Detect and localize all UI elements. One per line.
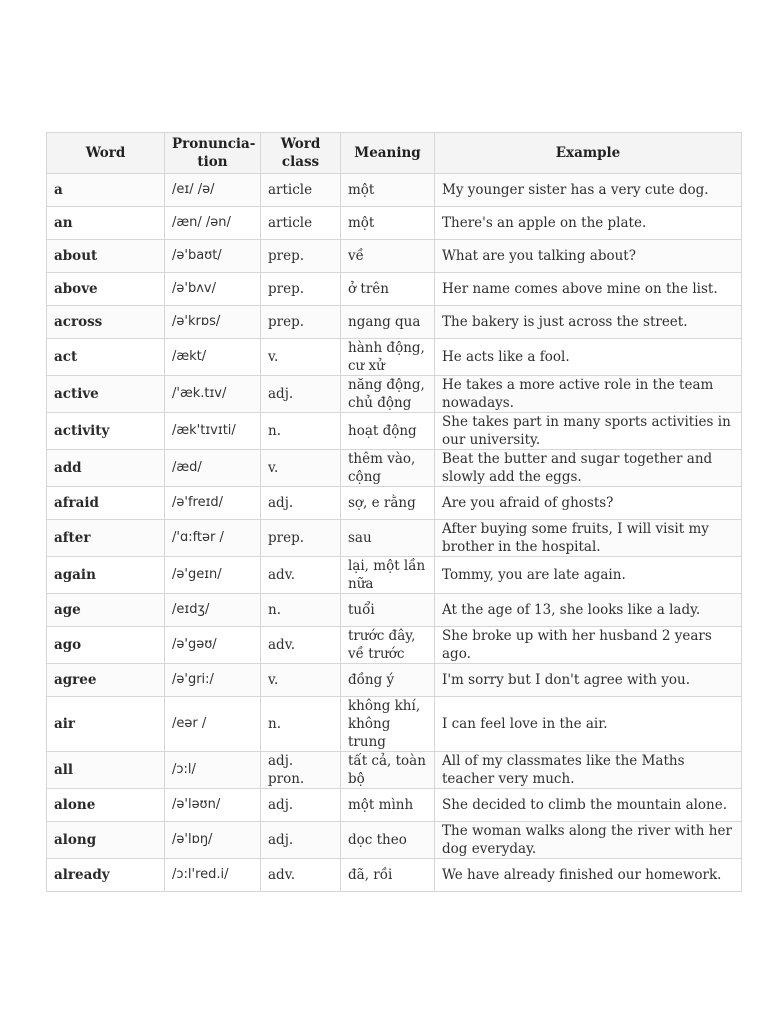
word-cell: add — [47, 450, 165, 487]
pronunciation-cell: /'ɑ:ftər / — [165, 520, 261, 557]
header-meaning: Meaning — [341, 133, 435, 174]
example-cell: She decided to climb the mountain alone. — [435, 789, 742, 822]
word-class-cell: adj. — [261, 376, 341, 413]
word-class-cell: adv. — [261, 557, 341, 594]
table-body — [47, 174, 742, 892]
example-cell: She broke up with her husband 2 years ago. — [435, 627, 742, 664]
table-row — [47, 789, 742, 822]
meaning-cell: dọc theo — [341, 822, 435, 859]
meaning-cell: một mình — [341, 789, 435, 822]
example-cell: She takes part in many sports activities in our university. — [435, 413, 742, 450]
meaning-cell: năng động, chủ động — [341, 376, 435, 413]
word-class-cell: adj. — [261, 789, 341, 822]
table-row — [47, 450, 742, 487]
word-cell: agree — [47, 664, 165, 697]
example-cell: He acts like a fool. — [435, 339, 742, 376]
word-class-cell: v. — [261, 339, 341, 376]
meaning-cell: lại, một lần nữa — [341, 557, 435, 594]
word-class-cell: adv. — [261, 859, 341, 892]
pronunciation-cell: /ə'lɒŋ/ — [165, 822, 261, 859]
table-row — [47, 339, 742, 376]
word-cell: alone — [47, 789, 165, 822]
word-class-cell: n. — [261, 697, 341, 752]
word-class-cell: v. — [261, 664, 341, 697]
word-class-cell: article — [261, 207, 341, 240]
example-cell: The woman walks along the river with her dog everyday. — [435, 822, 742, 859]
pronunciation-cell: /ə'freɪd/ — [165, 487, 261, 520]
word-class-cell: adj. pron. — [261, 752, 341, 789]
example-cell: Tommy, you are late again. — [435, 557, 742, 594]
table-row — [47, 207, 742, 240]
table-row — [47, 376, 742, 413]
meaning-cell: hành động, cư xử — [341, 339, 435, 376]
table-header-row — [47, 133, 742, 174]
word-cell: afraid — [47, 487, 165, 520]
meaning-cell: về — [341, 240, 435, 273]
meaning-cell: trước đây, về trước — [341, 627, 435, 664]
example-cell: I'm sorry but I don't agree with you. — [435, 664, 742, 697]
meaning-cell: hoạt động — [341, 413, 435, 450]
table-row — [47, 487, 742, 520]
table-row — [47, 822, 742, 859]
meaning-cell: một — [341, 207, 435, 240]
meaning-cell: sau — [341, 520, 435, 557]
example-cell: My younger sister has a very cute dog. — [435, 174, 742, 207]
word-class-cell: prep. — [261, 240, 341, 273]
header-word-class: Word class — [261, 133, 341, 174]
meaning-cell: không khí, không trung — [341, 697, 435, 752]
pronunciation-cell: /ɔ:l/ — [165, 752, 261, 789]
word-class-cell: v. — [261, 450, 341, 487]
pronunciation-cell: /eər / — [165, 697, 261, 752]
word-cell: above — [47, 273, 165, 306]
table-row — [47, 557, 742, 594]
pronunciation-cell: /eɪdʒ/ — [165, 594, 261, 627]
word-class-cell: n. — [261, 413, 341, 450]
table-row — [47, 627, 742, 664]
meaning-cell: ngang qua — [341, 306, 435, 339]
pronunciation-cell: /ə'geɪn/ — [165, 557, 261, 594]
pronunciation-cell: /'æk.tɪv/ — [165, 376, 261, 413]
table-row — [47, 240, 742, 273]
example-cell: All of my classmates like the Maths teacher very much. — [435, 752, 742, 789]
header-word: Word — [47, 133, 165, 174]
pronunciation-cell: /ə'krɒs/ — [165, 306, 261, 339]
table-row — [47, 697, 742, 752]
pronunciation-cell: /ɔ:l'red.i/ — [165, 859, 261, 892]
word-cell: ago — [47, 627, 165, 664]
pronunciation-cell: /æk'tɪvɪti/ — [165, 413, 261, 450]
example-cell: After buying some fruits, I will visit my brother in the hospital. — [435, 520, 742, 557]
word-class-cell: article — [261, 174, 341, 207]
word-class-cell: adj. — [261, 822, 341, 859]
meaning-cell: thêm vào, cộng — [341, 450, 435, 487]
table-row — [47, 174, 742, 207]
header-pronunciation: Pronuncia-tion — [165, 133, 261, 174]
word-cell: across — [47, 306, 165, 339]
example-cell: What are you talking about? — [435, 240, 742, 273]
example-cell: We have already finished our homework. — [435, 859, 742, 892]
table-row — [47, 859, 742, 892]
table-row — [47, 664, 742, 697]
meaning-cell: sợ, e rằng — [341, 487, 435, 520]
word-class-cell: n. — [261, 594, 341, 627]
word-class-cell: prep. — [261, 520, 341, 557]
meaning-cell: ở trên — [341, 273, 435, 306]
table-row — [47, 413, 742, 450]
word-cell: activity — [47, 413, 165, 450]
word-cell: again — [47, 557, 165, 594]
pronunciation-cell: /æn/ /ən/ — [165, 207, 261, 240]
example-cell: Beat the butter and sugar together and slowly add the eggs. — [435, 450, 742, 487]
pronunciation-cell: /æd/ — [165, 450, 261, 487]
word-cell: already — [47, 859, 165, 892]
example-cell: I can feel love in the air. — [435, 697, 742, 752]
pronunciation-cell: /ə'baʊt/ — [165, 240, 261, 273]
word-cell: an — [47, 207, 165, 240]
word-class-cell: prep. — [261, 306, 341, 339]
example-cell: There's an apple on the plate. — [435, 207, 742, 240]
meaning-cell: đồng ý — [341, 664, 435, 697]
vocabulary-table — [46, 132, 742, 892]
pronunciation-cell: /ə'gri:/ — [165, 664, 261, 697]
meaning-cell: đã, rồi — [341, 859, 435, 892]
header-example: Example — [435, 133, 742, 174]
table-row — [47, 306, 742, 339]
pronunciation-cell: /ə'bʌv/ — [165, 273, 261, 306]
example-cell: Are you afraid of ghosts? — [435, 487, 742, 520]
word-class-cell: adj. — [261, 487, 341, 520]
word-cell: age — [47, 594, 165, 627]
word-cell: about — [47, 240, 165, 273]
word-cell: air — [47, 697, 165, 752]
example-cell: Her name comes above mine on the list. — [435, 273, 742, 306]
word-cell: after — [47, 520, 165, 557]
table-row — [47, 520, 742, 557]
pronunciation-cell: /ə'ləʊn/ — [165, 789, 261, 822]
example-cell: At the age of 13, she looks like a lady. — [435, 594, 742, 627]
word-cell: active — [47, 376, 165, 413]
word-class-cell: adv. — [261, 627, 341, 664]
word-cell: a — [47, 174, 165, 207]
table-row — [47, 752, 742, 789]
word-cell: all — [47, 752, 165, 789]
table-row — [47, 594, 742, 627]
pronunciation-cell: /ə'gəʊ/ — [165, 627, 261, 664]
meaning-cell: một — [341, 174, 435, 207]
meaning-cell: tuổi — [341, 594, 435, 627]
example-cell: The bakery is just across the street. — [435, 306, 742, 339]
pronunciation-cell: /ækt/ — [165, 339, 261, 376]
example-cell: He takes a more active role in the team nowadays. — [435, 376, 742, 413]
word-class-cell: prep. — [261, 273, 341, 306]
word-cell: act — [47, 339, 165, 376]
meaning-cell: tất cả, toàn bộ — [341, 752, 435, 789]
table-row — [47, 273, 742, 306]
pronunciation-cell: /eɪ/ /ə/ — [165, 174, 261, 207]
word-cell: along — [47, 822, 165, 859]
